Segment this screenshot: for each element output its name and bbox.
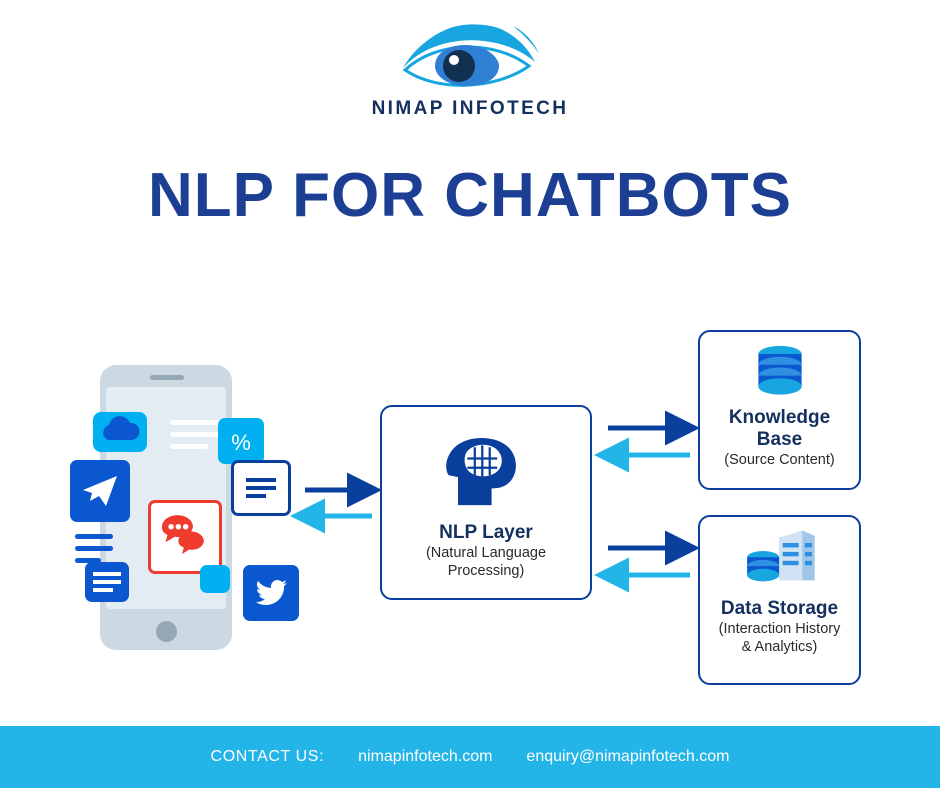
database-icon: [744, 342, 816, 402]
server-database-icon: [740, 525, 820, 593]
ds-subtitle-line2: & Analytics): [741, 639, 818, 655]
kb-subtitle: (Source Content): [724, 452, 835, 468]
contact-website[interactable]: nimapinfotech.com: [358, 748, 493, 765]
brand-logo: [0, 18, 940, 120]
data-storage-box[interactable]: [698, 515, 861, 685]
chat-bubble-icon: [231, 460, 291, 516]
nlp-subtitle-line1: (Natural Language: [425, 545, 547, 561]
kb-title-line1: Knowledge: [728, 407, 831, 428]
cloud-icon: [93, 412, 147, 452]
percent-icon: [218, 418, 264, 464]
diagram-container: [0, 300, 940, 720]
nlp-subtitle-line2: Processing): [447, 563, 525, 579]
eye-logo-icon: [395, 18, 545, 96]
nlp-layer-box[interactable]: [380, 405, 592, 600]
kb-title-line2: Base: [756, 429, 803, 450]
knowledge-base-box[interactable]: [698, 330, 861, 490]
contact-email[interactable]: enquiry@nimapinfotech.com: [526, 748, 730, 765]
list-block-icon: [85, 562, 129, 602]
ds-title: Data Storage: [720, 598, 839, 619]
logo-company-name: NIMAP INFOTECH: [371, 98, 569, 119]
small-square-icon: [200, 565, 230, 593]
paper-plane-icon: [70, 460, 130, 522]
contact-footer: [0, 726, 940, 788]
contact-label: CONTACT US:: [210, 748, 325, 765]
nlp-title: NLP Layer: [439, 522, 533, 543]
brain-head-icon: [430, 423, 542, 507]
phone-speaker: [150, 375, 184, 380]
svg-text:%: %: [231, 430, 251, 455]
speech-bubbles-icon: [148, 500, 222, 574]
page-title: NLP FOR CHATBOTS: [147, 161, 793, 230]
twitter-bird-icon: [243, 565, 299, 621]
phone-home-button: [156, 621, 177, 642]
ds-subtitle-line1: (Interaction History: [718, 621, 841, 637]
menu-lines-icon: [170, 420, 222, 456]
